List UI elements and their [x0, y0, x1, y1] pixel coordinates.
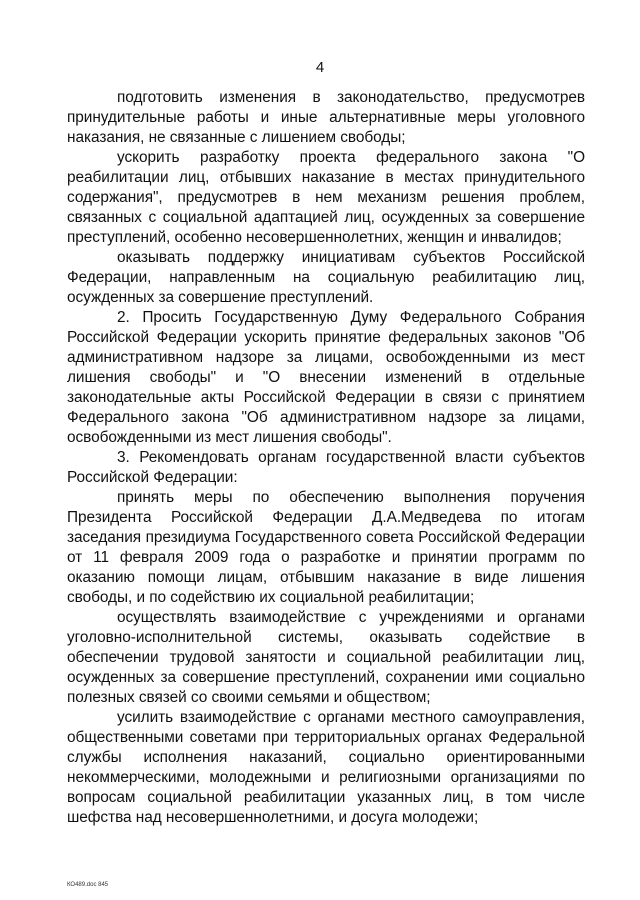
paragraph-take-measures: принять меры по обеспечению выполнения поручения Президента Российской Федерации Д.А.Медведева по итогам заседания президиума Государственного совета Российской Федерации от 11 февраля 2009 года о разработке и принятии программ по оказанию помощи лицам, отбывшим наказание в виде лишения свободы, и по содействию их социальной реабилитации; — [67, 489, 585, 606]
paragraph-strengthen-cooperation: усилить взаимодействие с органами местного самоуправления, общественными советами при территориальных органах Федеральной службы исполнения наказаний, социально ориентированными некоммерческими, молодежными и религиозными организациями по вопросам социальной реабилитации указанных лиц, в том числе шефства над несовершеннолетними, и досуга молодежи; — [67, 709, 585, 826]
footer-file-reference: КО489.doc 845 — [67, 882, 109, 888]
paragraph-cooperation-penal-system: осуществлять взаимодействие с учреждениями и органами уголовно-исполнительной системы, оказывать содействие в обеспечении трудовой занятости и социальной реабилитации лиц, осужденных за совершение преступлений, сохранении ими социально полезных связей со своими семьями и обществом; — [67, 609, 585, 706]
page-number: 4 — [315, 59, 325, 76]
paragraph-support-initiatives: оказывать поддержку инициативам субъектов Российской Федерации, направленным на социальную реабилитацию лиц, осужденных за совершение преступлений. — [67, 249, 585, 306]
paragraph-rehabilitation-law: ускорить разработку проекта федерального закона "О реабилитации лиц, отбывших наказание в местах принудительного содержания", предусмотрев в нем механизм решения проблем, связанных с социальной адаптацией лиц, осужденных за совершение преступлений, особенно несовершеннолетних, женщин и инвалидов; — [67, 149, 585, 246]
paragraph-item-2-state-duma: 2. Просить Государственную Думу Федерального Собрания Российской Федерации ускорить принятие федеральных законов "Об административном надзоре за лицами, освобожденными из мест лишения свободы" и "О внесении изменений в отдельные законодательные акты Российской Федерации в связи с принятием Федерального закона "Об административном надзоре за лицами, освобожденными из мест лишения свободы". — [67, 309, 585, 446]
document-body — [67, 88, 585, 828]
paragraph-prepare-legislation-changes: подготовить изменения в законодательство, предусмотрев принудительные работы и иные альтернативные меры уголовного наказания, не связанные с лишением свободы; — [67, 89, 585, 146]
paragraph-item-3-recommend: 3. Рекомендовать органам государственной власти субъектов Российской Федерации: — [67, 449, 585, 486]
